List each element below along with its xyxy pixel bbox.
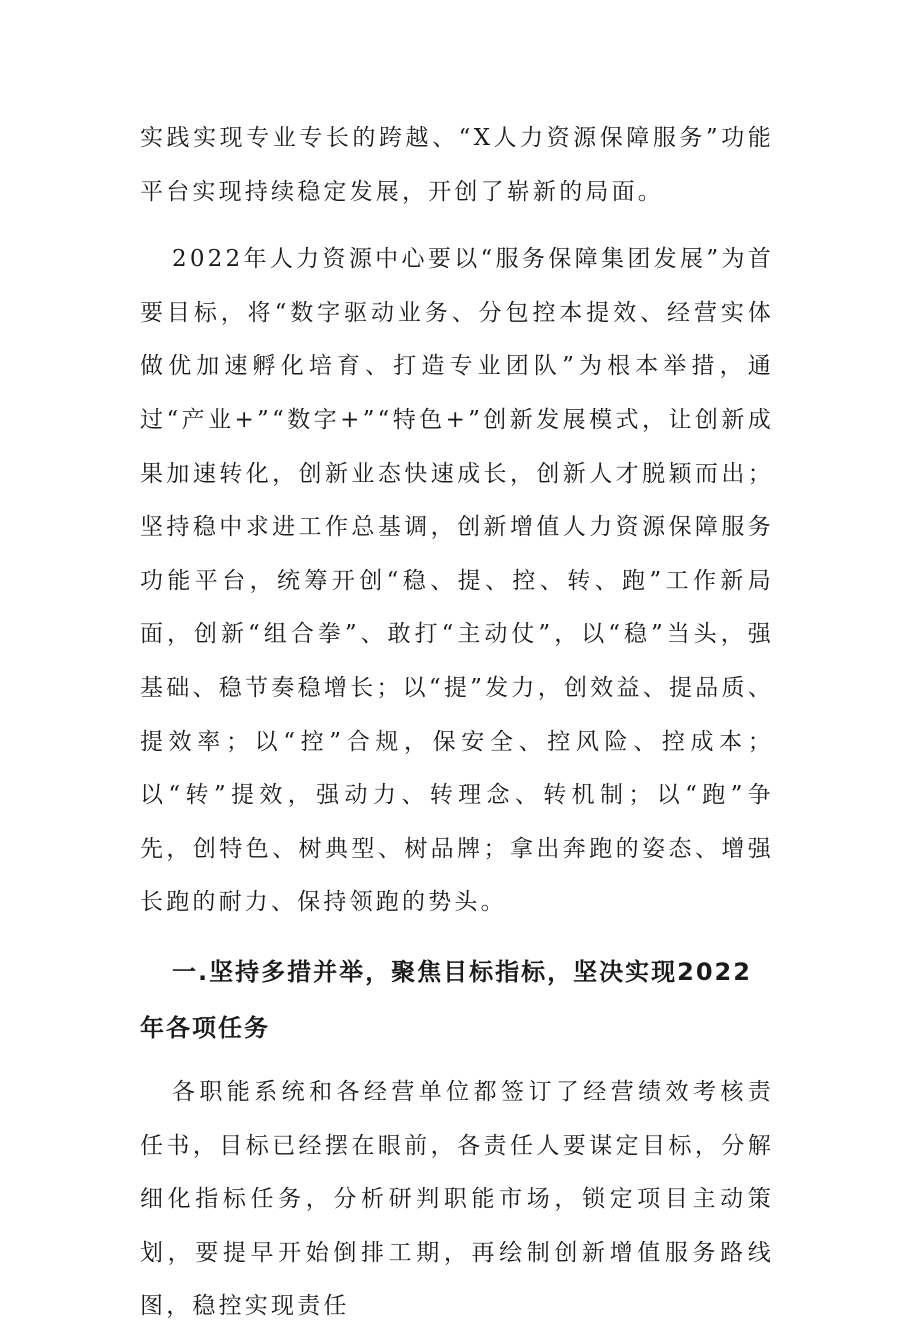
- document-page: [140, 112, 774, 1334]
- paragraph-2022-goals: 2022年人力资源中心要以“服务保障集团发展”为首要目标，将“数字驱动业务、分包控本提效、经营实体做优加速孵化培育、打造专业团队”为根本举措，通过“产业+”“数字+”“特色+”创新发展模式，让创新成果加速转化，创新业态快速成长，创新人才脱颖而出；坚持稳中求进工作总基调，创新增值人力资源保障服务功能平台，统筹开创“稳、提、控、转、跑”工作新局面，创新“组合拳”、敢打“主动仗”，以“稳”当头，强基础、稳节奏稳增长；以“提”发力，创效益、提品质、提效率；以“控”合规，保安全、控风险、控成本；以“转”提效，强动力、转理念、转机制；以“跑”争先，创特色、树典型、树品牌；拿出奔跑的姿态、增强长跑的耐力、保持领跑的势头。: [140, 246, 774, 916]
- paragraph-intro: 实践实现专业专长的跨越、“X人力资源保障服务”功能平台实现持续稳定发展，开创了崭新的局面。: [140, 125, 774, 205]
- section-heading: 一.坚持多措并举，聚焦目标指标，坚决实现2022年各项任务: [140, 957, 752, 1042]
- paragraph-section-body: 各职能系统和各经营单位都签订了经营绩效考核责任书，目标已经摆在眼前，各责任人要谋定目标，分解细化指标任务，分析研判职能市场，锁定项目主动策划，要提早开始倒排工期，再绘制创新增值服务路线图，稳控实现责任: [140, 1078, 774, 1320]
